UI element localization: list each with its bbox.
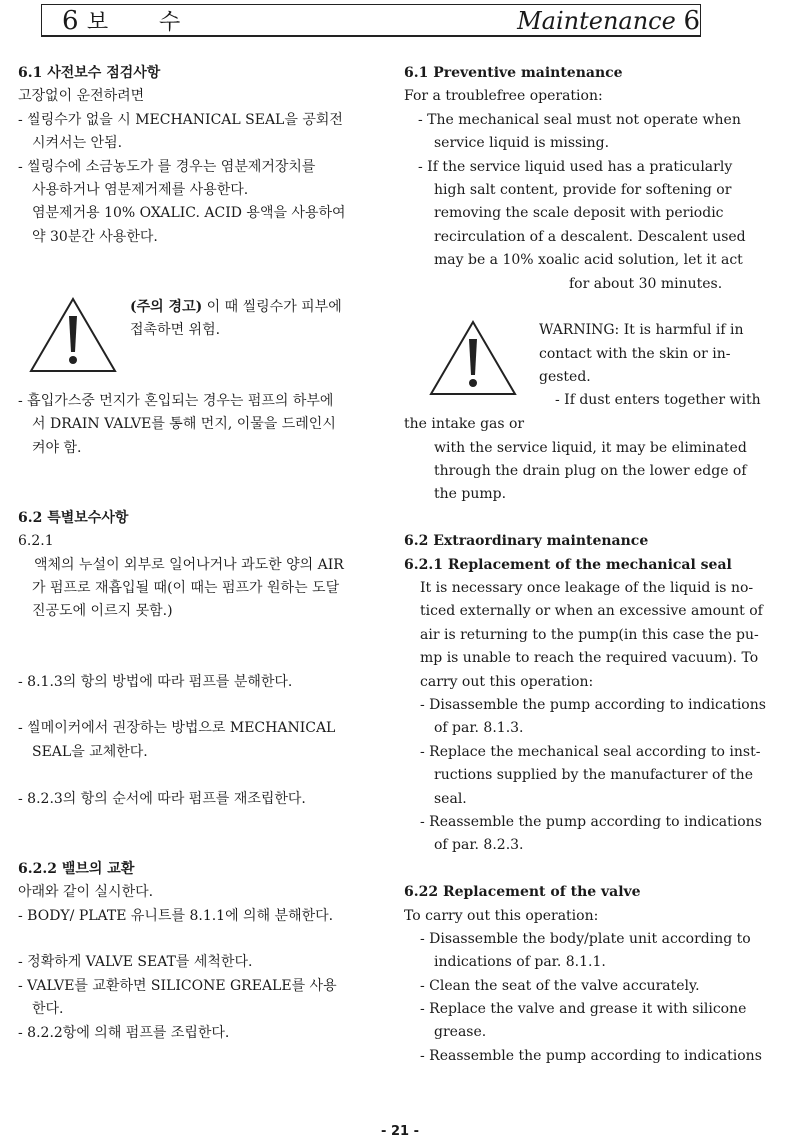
bullet-item: - Disassemble the pump according to indications [420, 696, 766, 713]
warning-line: contact with the skin or in- [539, 345, 731, 362]
text-line: To carry out this operation: [404, 907, 599, 924]
section-heading: 6.1 Preventive maintenance [404, 65, 623, 81]
bullet-item: - Replace the mechanical seal according to inst- [420, 743, 761, 760]
bullet-item: - 흡입가스중 먼지가 혼입되는 경우는 펌프의 하부에 [18, 392, 334, 409]
header-chapter-number-right: 6 [683, 6, 700, 36]
text-line: 진공도에 이르지 못함.) [32, 603, 173, 620]
warning-block [18, 296, 388, 390]
text-line: 사용하거나 염분제거제를 사용한다. [32, 181, 249, 198]
section-heading: 6.2.2 밸브의 교환 [18, 860, 135, 877]
bullet-item: - 씰링수에 소금농도가 를 경우는 염분제거장치를 [18, 158, 316, 175]
text-line: 아래와 같이 실시한다. [18, 884, 154, 901]
text-line: grease. [434, 1024, 487, 1041]
page-number: - 21 - [381, 1124, 419, 1139]
text-line: for about 30 minutes. [569, 275, 723, 292]
text-line: ructions supplied by the manufacturer of the [434, 767, 753, 784]
text-line: 가 펌프로 재흡입될 때(이 때는 펌프가 원하는 도달 [32, 580, 340, 597]
text-line: recirculation of a descalent. Descalent used [434, 228, 746, 245]
bullet-item: - Replace the valve and grease it with silicone [420, 1001, 747, 1018]
bullet-item: - Reassemble the pump according to indications [420, 813, 762, 830]
text-line: seal. [434, 790, 467, 807]
text-line: high salt content, provide for softening or [434, 181, 732, 198]
bullet-item: - VALVE를 교환하면 SILICONE GREALE를 사용 [18, 977, 337, 994]
text-line: 염분제거용 10% OXALIC. ACID 용액을 사용하여 [32, 205, 346, 222]
bullet-item: - 8.2.3의 항의 순서에 따라 펌프를 재조립한다. [18, 790, 306, 807]
warning-text [130, 296, 342, 343]
bullet-item: - The mechanical seal must not operate when [418, 111, 741, 128]
text-line: 고장없이 운전하려면 [18, 88, 145, 105]
text-line: may be a 10% xoalic acid solution, let it act [434, 252, 743, 269]
text-line: service liquid is missing. [434, 135, 610, 152]
warning-block [404, 319, 786, 413]
bullet-item: - Reassemble the pump according to indications [420, 1047, 762, 1064]
subsection-heading: 6.22 Replacement of the valve [404, 884, 641, 901]
bullet-item: - 씰링수가 없을 시 MECHANICAL SEAL을 공회전 [18, 111, 343, 128]
text-line: of par. 8.1.3. [434, 720, 524, 737]
section-heading: 6.2 Extraordinary maintenance [404, 533, 649, 550]
header-chapter-title-korean: 보 수 [86, 10, 203, 35]
text-line: the intake gas or [404, 416, 525, 433]
warning-label: (주의 경고) [130, 298, 203, 315]
text-line: through the drain plug on the lower edge of [434, 463, 747, 480]
english-column [404, 62, 786, 1068]
warning-triangle-icon [428, 319, 518, 397]
text-line: 약 30분간 사용한다. [32, 228, 158, 245]
warning-line: gested. [539, 369, 591, 386]
header-chapter-title-english: Maintenance [517, 7, 676, 35]
header-chapter-number-left: 6 [62, 6, 79, 36]
bullet-item: - Disassemble the body/plate unit according to [420, 930, 751, 947]
text-line: 시켜서는 안됨. [32, 135, 123, 152]
text-line: SEAL을 교체한다. [32, 743, 148, 760]
bullet-item: - 8.2.2항에 의해 펌프를 조립한다. [18, 1024, 230, 1041]
text-line: indications of par. 8.1.1. [434, 954, 606, 971]
text-line: 켜야 함. [32, 439, 82, 456]
text-line: air is returning to the pump(in this case the pu- [420, 626, 759, 643]
warning-text [539, 319, 761, 413]
subsection-number: 6.2.1 [18, 533, 54, 550]
warning-line: 접촉하면 위험. [130, 322, 221, 339]
bullet-item: - 8.1.3의 항의 방법에 따라 펌프를 분해한다. [18, 673, 293, 690]
bullet-item: - If the service liquid used has a praticularly [418, 158, 733, 175]
text-line: 액체의 누설이 외부로 일어나거나 과도한 양의 AIR [34, 556, 344, 573]
text-line: 한다. [32, 1001, 64, 1018]
text-line: the pump. [434, 486, 507, 503]
subsection-heading: 6.2.1 Replacement of the mechanical seal [404, 556, 732, 573]
text-line: of par. 8.2.3. [434, 837, 524, 854]
text-line: with the service liquid, it may be eliminated [434, 439, 747, 456]
bullet-item: - Clean the seat of the valve accurately. [420, 977, 700, 994]
text-line: mp is unable to reach the required vacuum). To [420, 650, 759, 667]
header-right [517, 5, 700, 38]
warning-line: WARNING: It is harmful if in [539, 322, 744, 339]
section-heading: 6.2 특별보수사항 [18, 509, 129, 526]
section-heading: 6.1 사전보수 점검사항 [18, 65, 161, 81]
page-header [41, 4, 701, 37]
text-line: For a troublefree operation: [404, 88, 603, 105]
text-line: ticed externally or when an excessive amount of [420, 603, 763, 620]
korean-column [18, 62, 388, 1045]
warning-line: 이 때 씰링수가 피부에 [202, 298, 342, 315]
bullet-item: - If dust enters together with [555, 392, 761, 409]
warning-triangle-icon [28, 296, 118, 374]
text-line: 서 DRAIN VALVE를 통해 먼지, 이물을 드레인시 [32, 416, 336, 433]
bullet-item: - BODY/ PLATE 유니트를 8.1.1에 의해 분해한다. [18, 907, 334, 924]
text-line: removing the scale deposit with periodic [434, 205, 724, 222]
bullet-item: - 씰메이커에서 권장하는 방법으로 MECHANICAL [18, 720, 336, 737]
header-left [62, 5, 202, 39]
text-line: It is necessary once leakage of the liquid is no- [420, 580, 754, 597]
text-line: carry out this operation: [420, 673, 594, 690]
bullet-item: - 정확하게 VALVE SEAT를 세척한다. [18, 954, 253, 971]
